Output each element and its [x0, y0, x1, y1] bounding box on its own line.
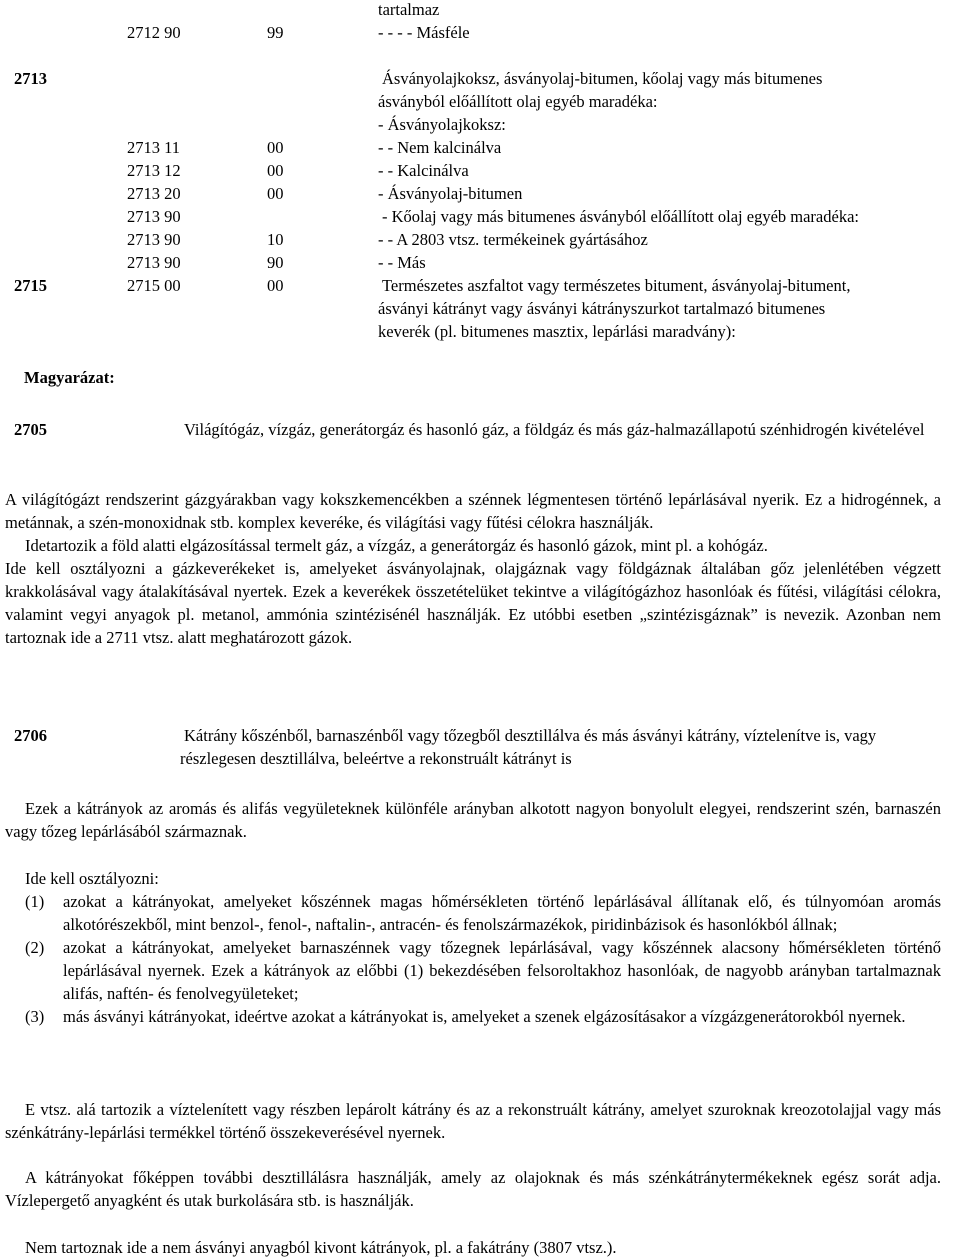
classification-list: [25, 890, 941, 1028]
cn-code: 2713 12: [127, 161, 181, 180]
cn-code: 2713 20: [127, 184, 181, 203]
cn-subcode: 90: [267, 253, 284, 272]
explanation-2706-p4: [5, 1236, 941, 1259]
paragraph: E vtsz. alá tartozik a víztelenített vagy részben lepárolt kátrány és az a rekonstruált kátrány, amelyet szuroknak kreozotolajjal vagy más szénkátrány-lepárlási termékkel történő összekeverésével nyernek.: [5, 1100, 941, 1142]
list-text: azokat a kátrányokat, amelyeket kőszénnek magas hőmérsékleten történő lepárlásával állítanak elő, és túlnyomóan aromás alkotórészekből, mint benzol-, fenol-, naftalin-, antracén- és fenolszármazékok, piridinbázisok és hasonlókból állnak;: [63, 892, 941, 934]
heading-text-2715-line1: Természetes aszfaltot vagy természetes bitument, ásványolaj-bitument,: [382, 276, 851, 295]
list-number: (3): [25, 1007, 45, 1026]
row-text-continuation: tartalmaz: [378, 0, 440, 19]
list-number: (1): [25, 892, 45, 911]
paragraph: Nem tartoznak ide a nem ásványi anyagból kivont kátrányok, pl. a fakátrány (3807 vtsz.).: [25, 1238, 617, 1257]
heading-text-2715-line2: ásványi kátrányt vagy ásványi kátrányszurkot tartalmazó bitumenes: [378, 299, 826, 318]
cn-subcode: 00: [267, 161, 284, 180]
explanation-heading: Magyarázat:: [24, 368, 115, 387]
cn-code: 2713 90: [127, 230, 181, 249]
paragraph: Idetartozik a föld alatti elgázosítással termelt gáz, a vízgáz, a generátorgáz és hasonló gázok, mint pl. a kohógáz.: [25, 536, 768, 555]
cn-description: - - Kalcinálva: [378, 161, 469, 180]
paragraph: A kátrányokat főképpen további desztillálásra használják, amely az olajoknak és más szénkátránytermékeknek egész sorát adja. Vízlepergető anyagként és utak burkolására stb. is használják.: [5, 1168, 941, 1210]
explanation-2706-intro: [5, 797, 941, 843]
cn-subcode: 00: [267, 184, 284, 203]
list-number: (2): [25, 938, 45, 957]
list-item: [25, 936, 941, 1005]
cn-description: - Ásványolaj-bitumen: [378, 184, 523, 203]
heading-code-2705: 2705: [14, 420, 47, 439]
explanation-2706-p2: [5, 1098, 941, 1144]
cn-description: - - Nem kalcinálva: [378, 138, 502, 157]
list-text: más ásványi kátrányokat, ideértve azokat a kátrányokat is, amelyeket a szenek elgázosításakor a vízgázgenerátorokból nyernek.: [63, 1007, 906, 1026]
cn-code: 2715 00: [127, 276, 181, 295]
paragraph: A világítógázt rendszerint gázgyárakban vagy kokszkemencékben a szénnek légmentesen történő lepárlásával nyerik. Ez a hidrogénnek, a metánnak, a szén-monoxidnak stb. komplex keveréke, és világítási vagy fűtési célokra használják.: [5, 490, 941, 532]
cn-code: 2713 90: [127, 253, 181, 272]
list-intro: Ide kell osztályozni:: [25, 869, 159, 888]
cn-description: - - Más: [378, 253, 426, 272]
heading-code-2713: 2713: [14, 69, 47, 88]
cn-code: 2713 11: [127, 138, 181, 157]
explanation-2706-p3: [5, 1166, 941, 1212]
cn-subcode: 10: [267, 230, 284, 249]
explanation-2705: [5, 488, 941, 649]
heading-text-2706: Kátrány kőszénből, barnaszénből vagy tőzegből desztillálva és más ásványi kátrány, víztelenítve is, vagy részlegesen desztillálva, beleértve a rekonstruált kátrányt is: [180, 726, 877, 768]
paragraph: Ide kell osztályozni a gázkeverékeket is, amelyeket ásványolajnak, olajgáznak vagy földgáznak általában gőz jelenlétében végzett krakkolásával vagy átalakításával nyertek. Ezek a keverékek összetételüket tekintve a világítógázhoz hasonlóak és fűtési, világítási célokra, valamint vegyi anyagok pl. metanol, ammónia szintézisénél használják. Ez utóbbi esetben „szintézisgáznak” is nevezik. Azonban nem tartoznak ide a 2711 vtsz. alatt meghatározott gázok.: [5, 559, 941, 647]
subheading-petroleum-coke: - Ásványolajkoksz:: [378, 115, 506, 134]
heading-code-2715: 2715: [14, 276, 47, 295]
cn-code: 2713 90: [127, 207, 181, 226]
cn-description: - Kőolaj vagy más bitumenes ásványból előállított olaj egyéb maradéka:: [382, 207, 859, 226]
list-item: [25, 1005, 941, 1028]
paragraph: Ezek a kátrányok az aromás és alifás vegyületeknek különféle arányban alkotott nagyon bonyolult elegyei, rendszerint szén, barnaszén vagy tőzeg lepárlásából származnak.: [5, 799, 941, 841]
cn-subcode: 00: [267, 276, 284, 295]
heading-text-2713-line2: ásványból előállított olaj egyéb maradéka:: [378, 92, 658, 111]
cn-subcode: 99: [267, 23, 284, 42]
list-item: [25, 890, 941, 936]
heading-text-2713-line1: Ásványolajkoksz, ásványolaj-bitumen, kőolaj vagy más bitumenes: [382, 69, 823, 88]
list-text: azokat a kátrányokat, amelyeket barnaszénnek vagy tőzegnek lepárlásával, vagy kőszénnek alacsony hőmérsékleten történő lepárlásával nyernek. Ezek a kátrányok az előbbi (1) bekezdésében felsoroltakhoz hasonlóak, de nagyobb arányban tartalmaznak alifás, naftén- és fenolvegyületeket;: [63, 938, 941, 1003]
heading-text-2705: Világítógáz, vízgáz, generátorgáz és hasonló gáz, a földgáz és más gáz-halmazállapotú szénhidrogén kivételével: [184, 420, 925, 439]
heading-2706: [14, 724, 940, 770]
heading-2705: [14, 418, 940, 464]
cn-description: - - - - Másféle: [378, 23, 470, 42]
cn-description: - - A 2803 vtsz. termékeinek gyártásához: [378, 230, 648, 249]
cn-subcode: 00: [267, 138, 284, 157]
cn-code: 2712 90: [127, 23, 181, 42]
heading-text-2715-line3: keverék (pl. bitumenes masztix, lepárlási maradvány):: [378, 322, 736, 341]
heading-code-2706: 2706: [14, 726, 47, 745]
